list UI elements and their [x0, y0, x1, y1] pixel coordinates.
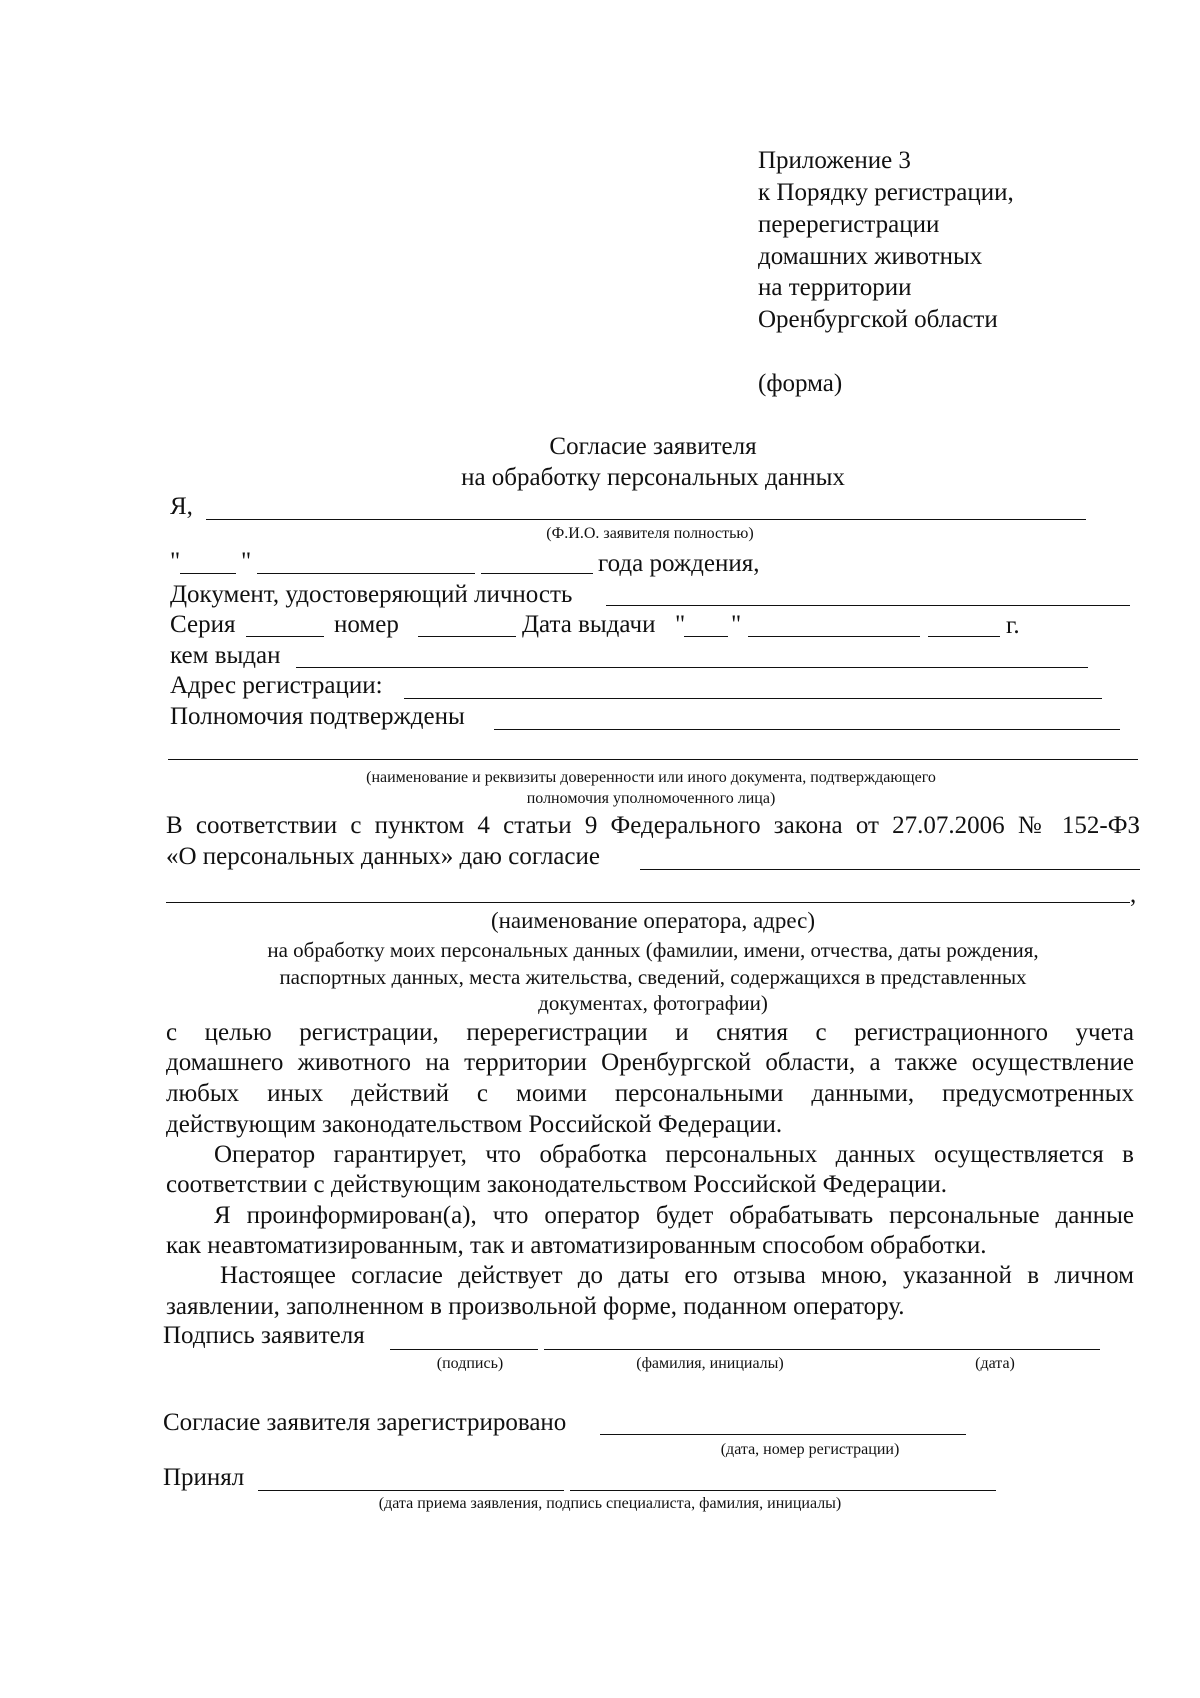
birth-month-field[interactable]: [257, 573, 475, 574]
p2-line: Оператор гарантирует, что обработка персональных данных осуществляется в: [214, 1141, 1134, 1168]
fio-field[interactable]: [206, 519, 1086, 520]
issued-by-field[interactable]: [296, 667, 1088, 668]
accepted-field-2[interactable]: [570, 1490, 996, 1491]
title-line-1: Согласие заявителя: [549, 433, 757, 460]
form-label: (форма): [758, 370, 843, 397]
signature-caption-date: (дата): [975, 1355, 1015, 1372]
number-field[interactable]: [418, 636, 516, 637]
authority-field-line-2[interactable]: [168, 759, 1138, 760]
p3-line: Я проинформирован(а), что оператор будет обрабатывать персональные данные: [214, 1202, 1134, 1229]
accepted-caption: (дата приема заявления, подпись специалиста, фамилия, инициалы): [378, 1495, 842, 1512]
p1-line: с целью регистрации, перерегистрации и снятия с регистрационного учета: [166, 1019, 1134, 1046]
annex-line: к Порядку регистрации,: [758, 179, 1014, 206]
quote-close: ": [241, 548, 252, 575]
annex-line: Приложение 3: [758, 147, 911, 174]
issue-date-label: Дата выдачи: [522, 611, 656, 638]
annex-line: домашних животных: [758, 243, 983, 270]
issue-day-field[interactable]: [684, 636, 728, 637]
accepted-label: Принял: [163, 1464, 245, 1491]
operator-field[interactable]: [640, 869, 1140, 870]
annex-line: на территории: [758, 274, 912, 301]
scope-line-1: на обработку моих персональных данных (фамилии, имени, отчества, даты рождения,: [267, 938, 1039, 962]
p2-line: соответствии с действующим законодательством Российской Федерации.: [166, 1171, 947, 1198]
signature-name-field[interactable]: [544, 1349, 1100, 1350]
scope-line-3: документах, фотографии): [538, 991, 768, 1015]
signature-caption-sign: (подпись): [436, 1355, 504, 1372]
quote-open: ": [675, 611, 686, 638]
signature-caption-name: (фамилия, инициалы): [636, 1355, 784, 1372]
address-field[interactable]: [404, 698, 1102, 699]
operator-comma: ,: [1130, 881, 1137, 908]
authority-caption-1: (наименование и реквизиты доверенности или иного документа, подтверждающего: [366, 769, 936, 786]
series-label: Серия: [170, 611, 236, 638]
issue-month-field[interactable]: [748, 636, 920, 637]
doc-field[interactable]: [606, 605, 1130, 606]
quote-open: ": [170, 548, 181, 575]
issue-year-field[interactable]: [928, 636, 1000, 637]
annex-line: перерегистрации: [758, 211, 940, 238]
consent-line-2: «О персональных данных» даю согласие: [166, 843, 600, 870]
p3-line: как неавтоматизированным, так и автоматизированным способом обработки.: [166, 1232, 987, 1259]
birth-suffix: года рождения,: [598, 550, 760, 577]
signature-label: Подпись заявителя: [163, 1322, 365, 1349]
series-field[interactable]: [246, 636, 324, 637]
p1-line: домашнего животного на территории Оренбургской области, а также осуществление: [166, 1049, 1134, 1076]
scope-line-2: паспортных данных, места жительства, сведений, содержащихся в представленных: [279, 965, 1027, 989]
year-suffix: г.: [1006, 612, 1020, 639]
birth-year-field[interactable]: [481, 573, 593, 574]
authority-caption-2: полномочия уполномоченного лица): [526, 790, 776, 807]
birth-day-field[interactable]: [180, 573, 236, 574]
address-label: Адрес регистрации:: [170, 672, 383, 699]
authority-field[interactable]: [494, 729, 1120, 730]
annex-line: Оренбургской области: [758, 306, 998, 333]
i-label: Я,: [170, 493, 193, 520]
title-line-2: на обработку персональных данных: [461, 464, 845, 491]
signature-field[interactable]: [390, 1349, 538, 1350]
number-label: номер: [334, 611, 399, 638]
operator-field-line-2[interactable]: [166, 902, 1130, 903]
p1-line: любых иных действий с моими персональными данными, предусмотренных: [166, 1080, 1134, 1107]
p4-line: заявлении, заполненном в произвольной форме, поданном оператору.: [166, 1293, 905, 1320]
issued-by-label: кем выдан: [170, 642, 281, 669]
p1-line: действующим законодательством Российской Федерации.: [166, 1111, 783, 1138]
registration-caption: (дата, номер регистрации): [720, 1441, 900, 1458]
p4-line: Настоящее согласие действует до даты его отзыва мною, указанной в личном: [220, 1262, 1134, 1289]
consent-line-1: В соответствии с пунктом 4 статьи 9 Федерального закона от 27.07.2006 № 152-ФЗ: [166, 812, 1140, 839]
accepted-field[interactable]: [258, 1490, 564, 1491]
registration-field[interactable]: [600, 1434, 966, 1435]
operator-caption: (наименование оператора, адрес): [490, 908, 816, 933]
authority-label: Полномочия подтверждены: [170, 703, 465, 730]
fio-caption: (Ф.И.О. заявителя полностью): [546, 525, 754, 542]
quote-close: ": [731, 611, 742, 638]
doc-label: Документ, удостоверяющий личность: [170, 581, 573, 608]
registration-label: Согласие заявителя зарегистрировано: [163, 1409, 567, 1436]
